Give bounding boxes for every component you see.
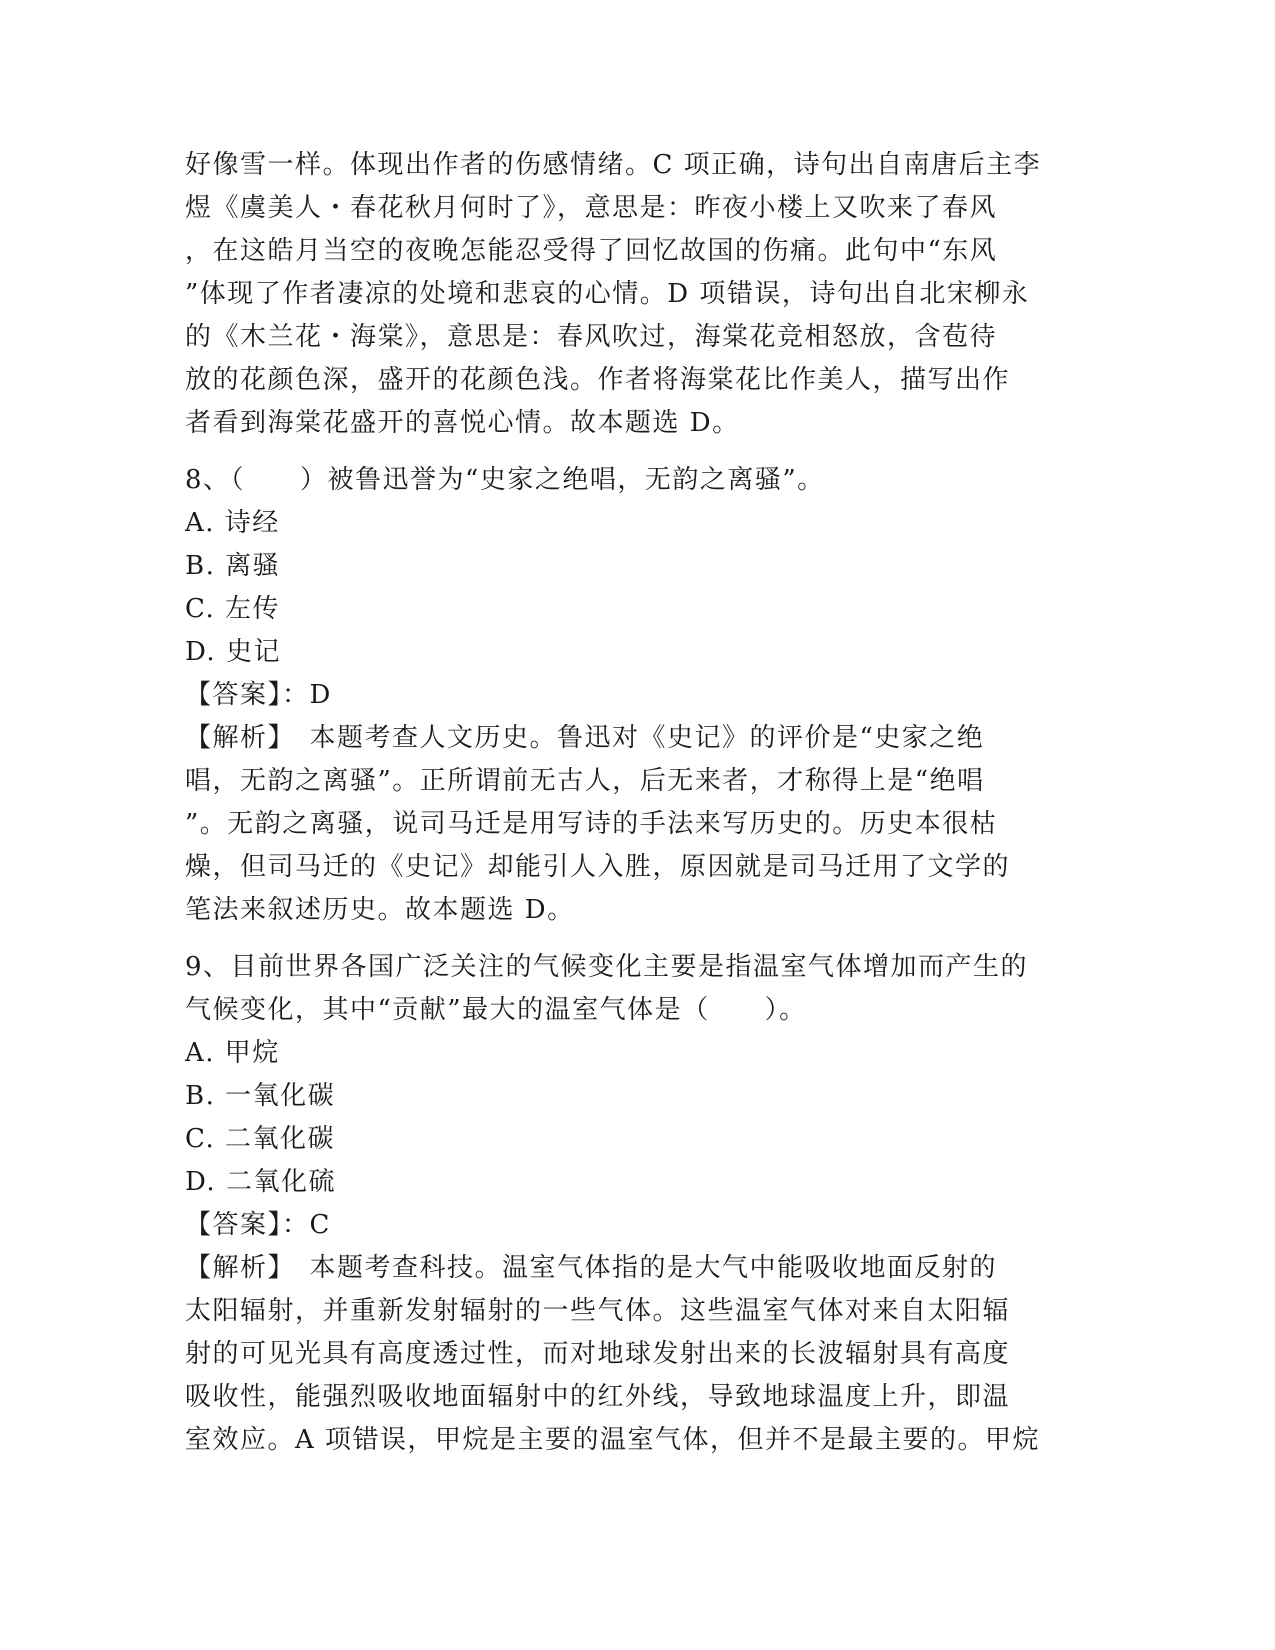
text-line: 放的花颜色深，盛开的花颜色浅。作者将海棠花比作美人，描写出作 xyxy=(185,365,1011,395)
option-b: B. 一氧化碳 xyxy=(185,1081,336,1111)
question-stem: 8、（ ）被鲁迅誉为“史家之绝唱，无韵之离骚”。 xyxy=(185,465,825,495)
analysis-line: 射的可见光具有高度透过性，而对地球发射出来的长波辐射具有高度 xyxy=(185,1339,1011,1369)
question-9 xyxy=(185,946,1090,1462)
option-d: D. 史记 xyxy=(185,637,281,667)
answer-line: 【答案】：C xyxy=(185,1210,331,1240)
option-a: A. 甲烷 xyxy=(185,1038,280,1068)
option-c: C. 左传 xyxy=(185,594,280,624)
analysis-line: ”。无韵之离骚，说司马迁是用写诗的手法来写历史的。历史本很枯 xyxy=(185,809,998,839)
question-8 xyxy=(185,459,1090,932)
option-c: C. 二氧化碳 xyxy=(185,1124,335,1154)
analysis-line: 【解析】 本题考查科技。温室气体指的是大气中能吸收地面反射的 xyxy=(185,1253,998,1283)
analysis-line: 室效应。A 项错误，甲烷是主要的温室气体，但并不是最主要的。甲烷 xyxy=(185,1425,1041,1455)
text-line: 者看到海棠花盛开的喜悦心情。故本题选 D。 xyxy=(185,408,740,438)
analysis-line: 笔法来叙述历史。故本题选 D。 xyxy=(185,895,575,925)
analysis-line: 太阳辐射，并重新发射辐射的一些气体。这些温室气体对来自太阳辐 xyxy=(185,1296,1011,1326)
spacer xyxy=(185,932,1090,946)
option-d: D. 二氧化硫 xyxy=(185,1167,336,1197)
analysis-line: 吸收性，能强烈吸收地面辐射中的红外线，导致地球温度上升，即温 xyxy=(185,1382,1011,1412)
answer-line: 【答案】：D xyxy=(185,680,332,710)
text-line: 好像雪一样。体现出作者的伤感情绪。C 项正确，诗句出自南唐后主李 xyxy=(185,150,1042,180)
q7-analysis-continuation xyxy=(185,144,1090,445)
question-stem: 气候变化，其中“贡献”最大的温室气体是（ ）。 xyxy=(185,995,807,1025)
question-stem: 9、目前世界各国广泛关注的气候变化主要是指温室气体增加而产生的 xyxy=(185,952,1029,982)
spacer xyxy=(185,445,1090,459)
analysis-line: 【解析】 本题考查人文历史。鲁迅对《史记》的评价是“史家之绝 xyxy=(185,723,985,753)
option-a: A. 诗经 xyxy=(185,508,280,538)
analysis-line: 燥，但司马迁的《史记》却能引人入胜，原因就是司马迁用了文学的 xyxy=(185,852,1011,882)
text-line: ，在这皓月当空的夜晚怎能忍受得了回忆故国的伤痛。此句中“东风 xyxy=(185,236,998,266)
option-b: B. 离骚 xyxy=(185,551,281,581)
text-line: ”体现了作者凄凉的处境和悲哀的心情。D 项错误，诗句出自北宋柳永 xyxy=(185,279,1030,309)
document-page xyxy=(185,144,1090,1462)
text-line: 的《木兰花・海棠》，意思是：春风吹过，海棠花竞相怒放，含苞待 xyxy=(185,322,998,352)
analysis-line: 唱，无韵之离骚”。正所谓前无古人，后无来者，才称得上是“绝唱 xyxy=(185,766,985,796)
text-line: 煜《虞美人・春花秋月何时了》，意思是：昨夜小楼上又吹来了春风 xyxy=(185,193,998,223)
